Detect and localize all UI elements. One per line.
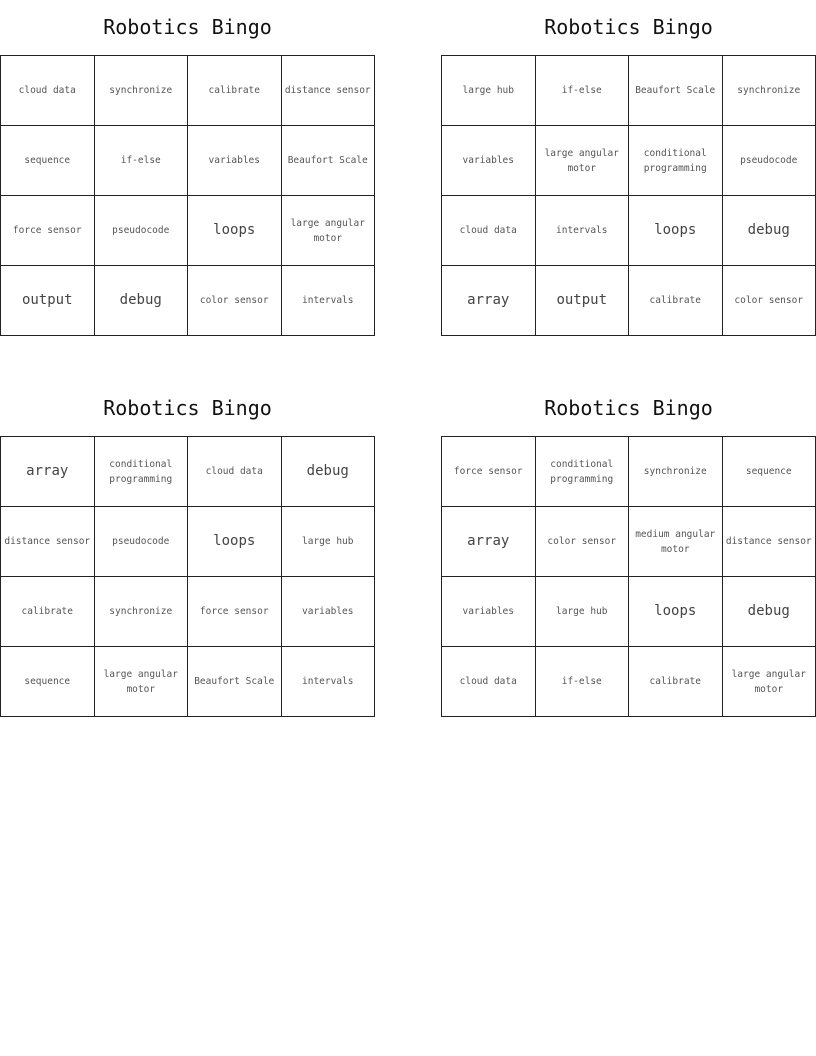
bingo-cell: distance sensor xyxy=(1,507,95,577)
bingo-cell: cloud data xyxy=(188,437,282,507)
bingo-cell: distance sensor xyxy=(282,56,376,126)
card-title: Robotics Bingo xyxy=(103,396,272,420)
bingo-cell: conditional programming xyxy=(95,437,189,507)
bingo-grid xyxy=(0,55,375,336)
bingo-cell: debug xyxy=(282,437,376,507)
card-title: Robotics Bingo xyxy=(103,15,272,39)
bingo-cell: synchronize xyxy=(723,56,816,126)
bingo-cell: synchronize xyxy=(95,56,189,126)
bingo-cell: color sensor xyxy=(723,266,816,336)
bingo-cell: loops xyxy=(629,577,723,647)
bingo-cell: large angular motor xyxy=(536,126,630,196)
bingo-cell: variables xyxy=(188,126,282,196)
bingo-cell: large angular motor xyxy=(282,196,376,266)
bingo-cell: large hub xyxy=(442,56,536,126)
bingo-cell: conditional programming xyxy=(536,437,630,507)
card-title: Robotics Bingo xyxy=(544,396,713,420)
bingo-grid xyxy=(441,55,816,336)
bingo-cell: calibrate xyxy=(188,56,282,126)
bingo-cell: conditional programming xyxy=(629,126,723,196)
bingo-cell: sequence xyxy=(1,126,95,196)
bingo-cell: cloud data xyxy=(442,196,536,266)
bingo-cell: color sensor xyxy=(536,507,630,577)
bingo-cell: cloud data xyxy=(1,56,95,126)
bingo-card-3 xyxy=(0,381,375,717)
bingo-cell: sequence xyxy=(1,647,95,717)
bingo-cell: color sensor xyxy=(188,266,282,336)
bingo-cell: sequence xyxy=(723,437,816,507)
bingo-cell: debug xyxy=(723,196,816,266)
bingo-cell: Beaufort Scale xyxy=(188,647,282,717)
bingo-cell: large angular motor xyxy=(723,647,816,717)
bingo-cell: variables xyxy=(442,577,536,647)
bingo-cell: large hub xyxy=(536,577,630,647)
bingo-cell: if-else xyxy=(95,126,189,196)
bingo-cell: loops xyxy=(188,507,282,577)
bingo-cell: loops xyxy=(629,196,723,266)
bingo-grid xyxy=(0,436,375,717)
bingo-card-2 xyxy=(441,0,816,336)
card-title: Robotics Bingo xyxy=(544,15,713,39)
bingo-cell: large angular motor xyxy=(95,647,189,717)
bingo-cell: debug xyxy=(95,266,189,336)
bingo-cell: calibrate xyxy=(1,577,95,647)
bingo-cell: synchronize xyxy=(95,577,189,647)
bingo-card-4 xyxy=(441,381,816,717)
bingo-cell: Beaufort Scale xyxy=(282,126,376,196)
bingo-cell: output xyxy=(536,266,630,336)
bingo-cell: debug xyxy=(723,577,816,647)
bingo-cell: Beaufort Scale xyxy=(629,56,723,126)
bingo-cell: array xyxy=(442,266,536,336)
bingo-cell: if-else xyxy=(536,647,630,717)
bingo-cell: intervals xyxy=(536,196,630,266)
bingo-card-1 xyxy=(0,0,375,336)
bingo-cell: output xyxy=(1,266,95,336)
bingo-cell: pseudocode xyxy=(95,507,189,577)
bingo-cell: variables xyxy=(442,126,536,196)
bingo-cell: force sensor xyxy=(442,437,536,507)
bingo-cell: force sensor xyxy=(188,577,282,647)
bingo-cell: if-else xyxy=(536,56,630,126)
bingo-cell: cloud data xyxy=(442,647,536,717)
bingo-cell: loops xyxy=(188,196,282,266)
bingo-cell: distance sensor xyxy=(723,507,816,577)
bingo-cell: array xyxy=(1,437,95,507)
bingo-grid xyxy=(441,436,816,717)
bingo-cell: array xyxy=(442,507,536,577)
bingo-cell: intervals xyxy=(282,647,376,717)
bingo-cell: calibrate xyxy=(629,647,723,717)
bingo-cell: calibrate xyxy=(629,266,723,336)
bingo-cell: synchronize xyxy=(629,437,723,507)
bingo-cell: pseudocode xyxy=(723,126,816,196)
bingo-cell: medium angular motor xyxy=(629,507,723,577)
bingo-cell: variables xyxy=(282,577,376,647)
bingo-cell: force sensor xyxy=(1,196,95,266)
bingo-cell: large hub xyxy=(282,507,376,577)
bingo-cell: intervals xyxy=(282,266,376,336)
bingo-cell: pseudocode xyxy=(95,196,189,266)
